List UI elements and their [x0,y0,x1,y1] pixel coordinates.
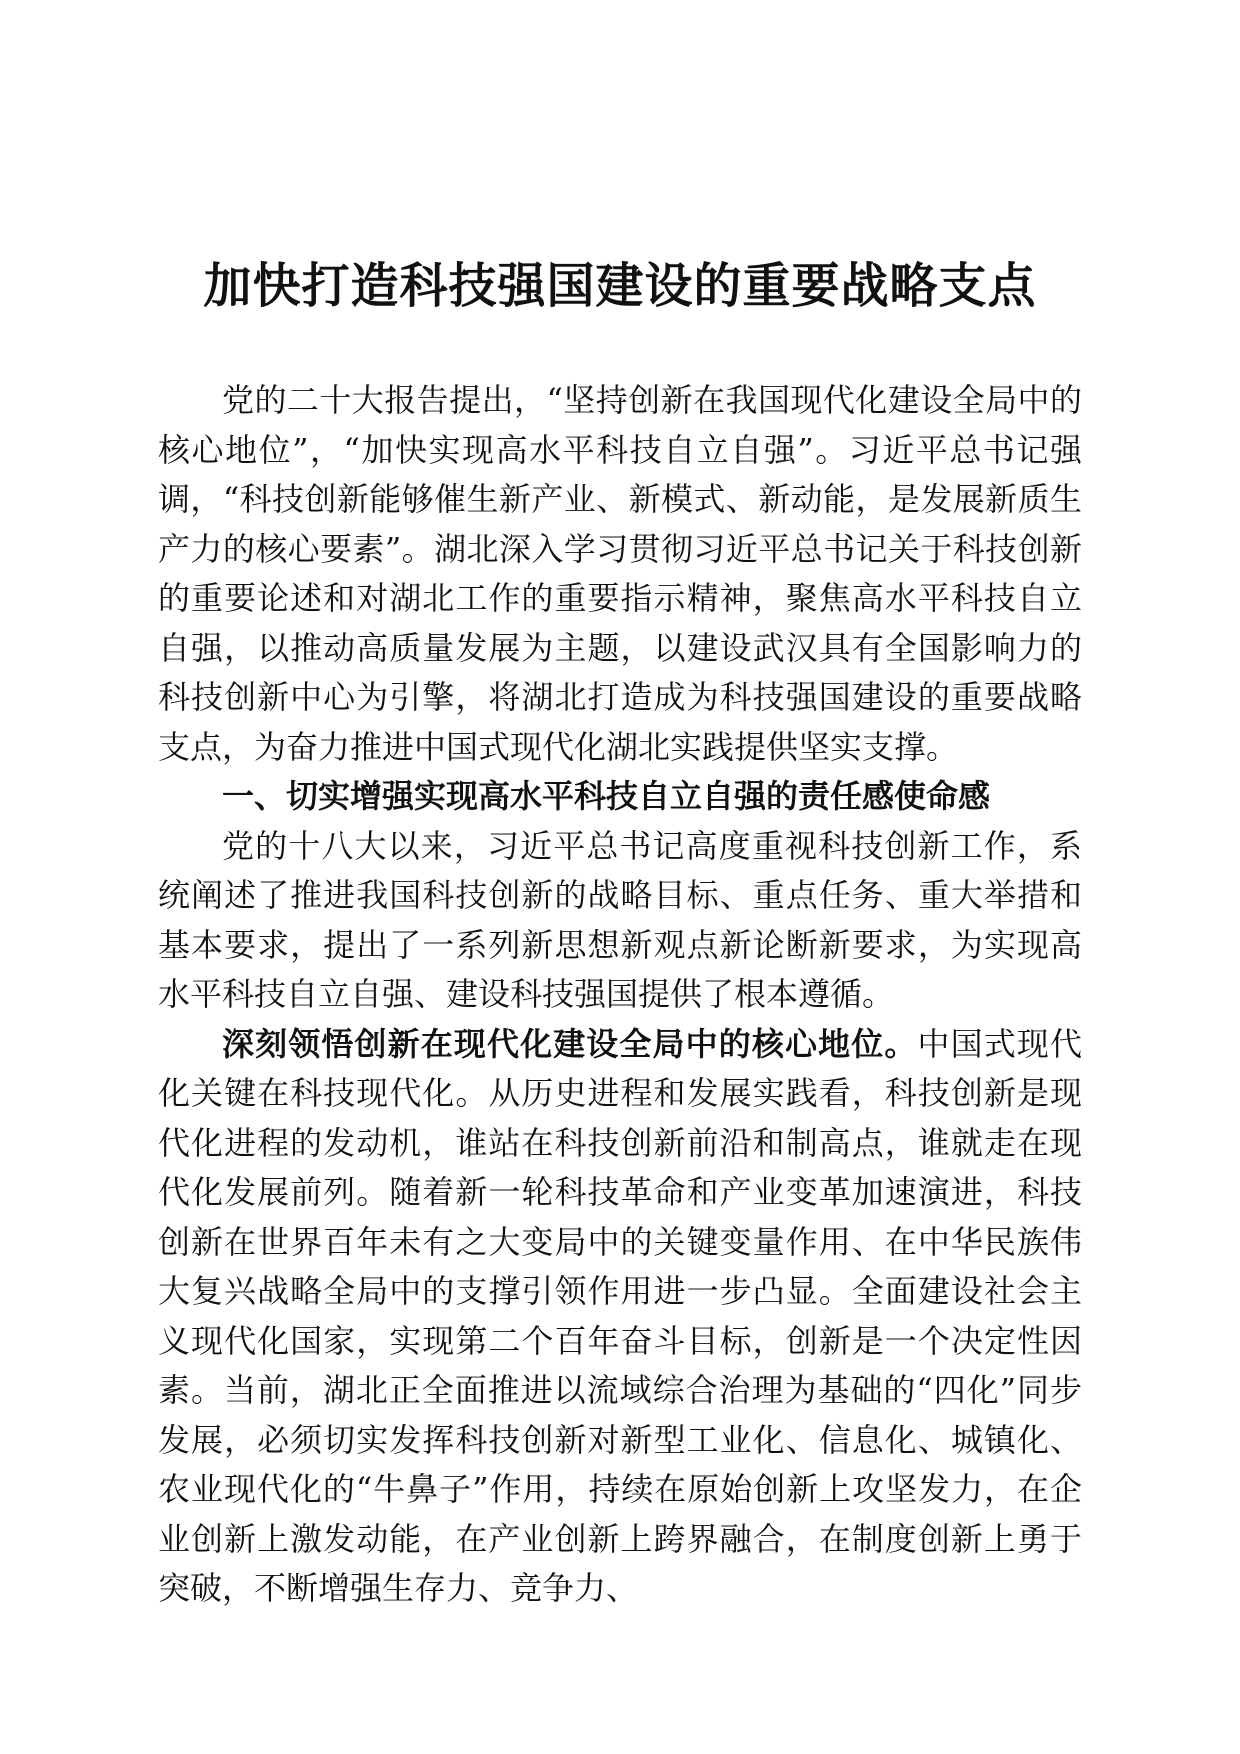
core-status-paragraph [158,1020,1082,1614]
paragraph-body-text: 中国式现代化关键在科技现代化。从历史进程和发展实践看，科技创新是现代化进程的发动机，谁站在科技创新前沿和制高点，谁就走在现代化发展前列。随着新一轮科技革命和产业变革加速演进，科技创新在世界百年未有之大变局中的关键变量作用、在中华民族伟大复兴战略全局中的支撑引领作用进一步凸显。全面建设社会主义现代化国家，实现第二个百年奋斗目标，创新是一个决定性因素。当前，湖北正全面推进以流域综合治理为基础的“四化”同步发展，必须切实发挥科技创新对新型工业化、信息化、城镇化、农业现代化的“牛鼻子”作用，持续在原始创新上攻坚发力，在企业创新上激发动能，在产业创新上跨界融合，在制度创新上勇于突破，不断增强生存力、竞争力、 [158,1024,1082,1607]
intro-paragraph: 党的二十大报告提出，“坚持创新在我国现代化建设全局中的核心地位”，“加快实现高水平科技自立自强”。习近平总书记强调，“科技创新能够催生新产业、新模式、新动能，是发展新质生产力的核心要素”。湖北深入学习贯彻习近平总书记关于科技创新的重要论述和对湖北工作的重要指示精神，聚焦高水平科技自立自强，以推动高质量发展为主题，以建设武汉具有全国影响力的科技创新中心为引擎，将湖北打造成为科技强国建设的重要战略支点，为奋力推进中国式现代化湖北实践提供坚实支撑。 [158,381,1082,766]
section-heading-1: 一、切实增强实现高水平科技自立自强的责任感使命感 [222,777,991,815]
document-body [158,376,1082,1614]
document-title: 加快打造科技强国建设的重要战略支点 [203,258,1037,315]
section-1-paragraph: 党的十八大以来，习近平总书记高度重视科技创新工作，系统阐述了推进我国科技创新的战略目标、重点任务、重大举措和基本要求，提出了一系列新思想新观点新论断新要求，为实现高水平科技自立自强、建设科技强国提供了根本遵循。 [158,826,1082,1013]
paragraph-lead-sentence: 深刻领悟创新在现代化建设全局中的核心地位。 [222,1024,918,1063]
